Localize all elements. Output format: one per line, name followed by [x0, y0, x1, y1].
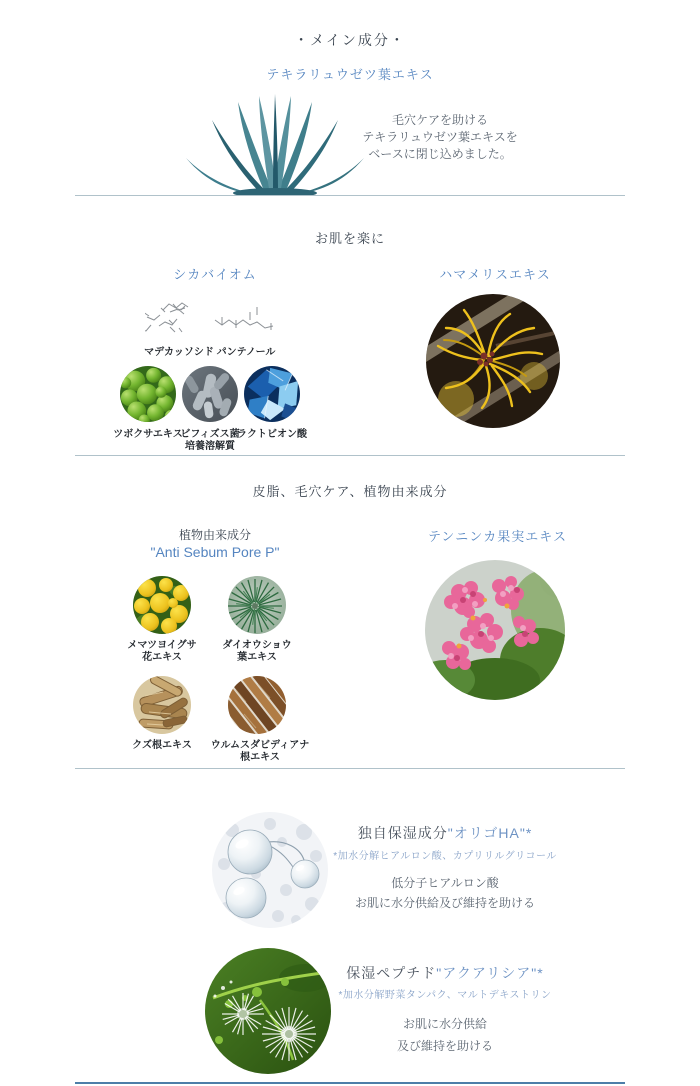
soothing-section-title: お肌を楽に: [314, 231, 385, 246]
ingredient-label: メマツヨイグサ 花エキス: [127, 640, 197, 663]
ingredient-label: ビフィズス菌 培養溶解質: [180, 429, 240, 452]
panthenol-structure: [215, 307, 273, 330]
molecule-structures-image: [145, 296, 275, 340]
agave-plant-image: [180, 92, 370, 196]
panthenol-label: パンテノール: [216, 347, 276, 358]
sebum-section-title: 皮脂、毛穴ケア、植物由来成分: [252, 484, 448, 499]
madecassoside-structure: [145, 303, 188, 332]
lactobionic-acid-image: [244, 366, 300, 422]
main-section-title: ・メイン成分・: [294, 32, 406, 48]
botanical-subheading: 植物由来成分: [178, 528, 251, 542]
aquaricia-description: お肌に水分供給 及び維持を助ける: [396, 1017, 493, 1053]
pine-leaf-image: [228, 576, 286, 634]
oligo-ha-note: *加水分解ヒアルロン酸、カプリリルグリコール: [333, 851, 557, 862]
aquaricia-note: *加水分解野菜タンパク、マルトデキストリン: [338, 990, 552, 1001]
anti-sebum-complex-name: "Anti Sebum Pore P": [150, 544, 280, 560]
main-ingredient-description: [350, 112, 530, 163]
hamamelis-heading: ハマメリスエキス: [439, 267, 551, 282]
section-divider: [75, 195, 625, 196]
water-droplets-image: [212, 812, 328, 928]
aquaricia-heading-prefix: 保湿ペプチド: [346, 965, 437, 981]
ingredient-label: ツボクサエキス: [113, 429, 183, 440]
oligo-ha-heading: [330, 823, 560, 843]
aquaricia-heading: [325, 963, 565, 983]
centella-extract-image: [120, 366, 176, 422]
description-line: ベースに閉じ込めました。: [368, 147, 512, 161]
aquaricia-heading-name: "アクアリシア"*: [436, 965, 544, 981]
oligo-ha-heading-prefix: 独自保湿成分: [357, 825, 448, 841]
rose-myrtle-flower-image: [425, 560, 565, 700]
oligo-ha-description: 低分子ヒアルロン酸 お肌に水分供給及び維持を助ける: [354, 876, 535, 910]
ulmus-root-image: [228, 676, 286, 734]
evening-primrose-image: [133, 576, 191, 634]
main-ingredient-name: テキラリュウゼツ葉エキス: [266, 67, 434, 82]
madecassoside-label: マデカッソシド: [144, 347, 214, 358]
actaea-plant-image: [205, 948, 331, 1074]
bifida-ferment-image: [182, 366, 238, 422]
cica-biome-heading: シカバイオム: [173, 267, 257, 282]
ingredient-label: ウルムスダビディアナ 根エキス: [210, 740, 310, 763]
rose-myrtle-heading: テンニンカ果実エキス: [427, 529, 568, 544]
ingredient-label: ダイオウショウ 葉エキス: [222, 640, 292, 663]
ingredient-label: ラクトビオン酸: [237, 429, 307, 440]
section-divider: [75, 455, 625, 456]
section-divider: [75, 768, 625, 769]
bottom-accent-line: [75, 1082, 625, 1084]
ingredient-label: クズ根エキス: [132, 740, 192, 751]
description-line: テキラリュウゼツ葉エキスを: [362, 130, 518, 144]
kudzu-root-image: [133, 676, 191, 734]
witch-hazel-flower-image: [426, 294, 560, 428]
oligo-ha-heading-name: "オリゴHA"*: [447, 825, 533, 841]
description-line: 毛穴ケアを助ける: [391, 113, 488, 127]
